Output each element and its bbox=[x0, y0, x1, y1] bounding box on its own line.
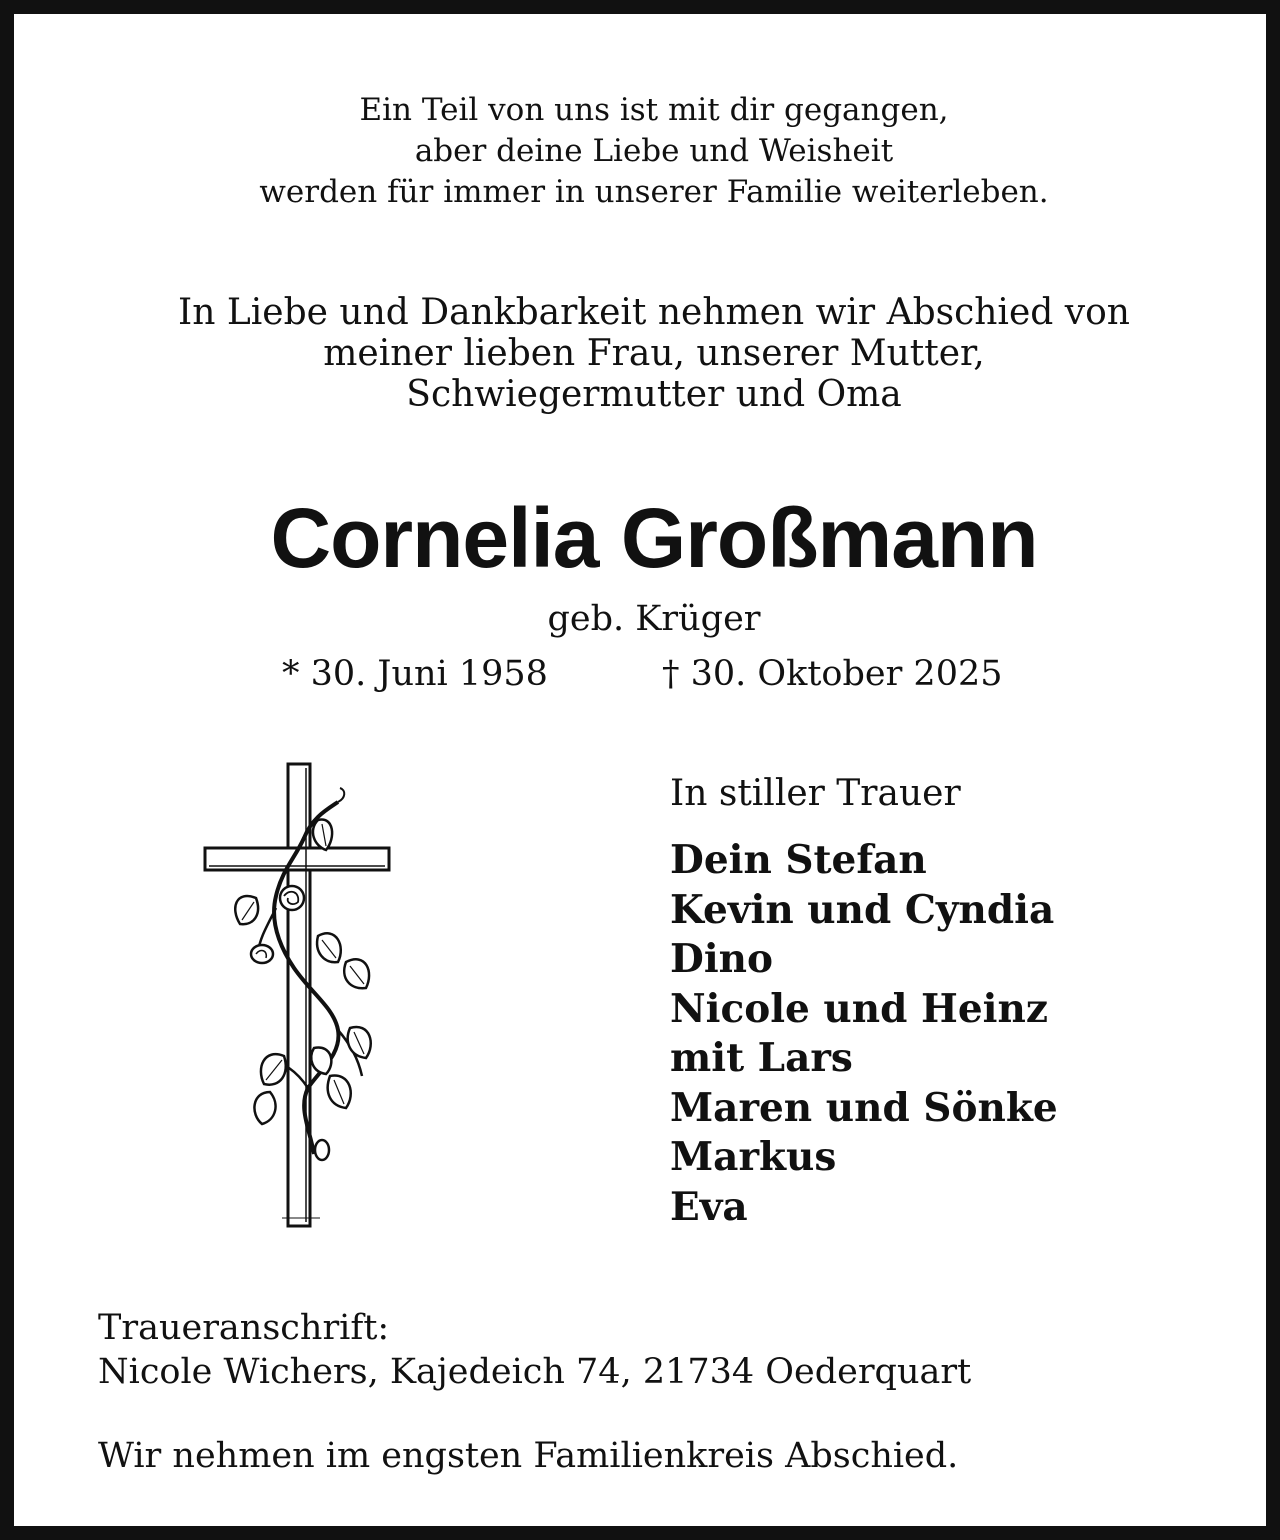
memorial-quote bbox=[14, 90, 1280, 213]
list-item: Dein Stefan bbox=[670, 837, 927, 883]
cross-with-roses-icon bbox=[200, 758, 400, 1234]
death-date: † 30. Oktober 2025 bbox=[662, 654, 1003, 694]
list-item: mit Lars bbox=[670, 1035, 853, 1081]
list-item: Maren und Sönke bbox=[670, 1084, 1058, 1131]
maiden-name: geb. Krüger bbox=[547, 599, 761, 639]
farewell-intro bbox=[14, 292, 1280, 415]
list-item: Nicole und Heinz bbox=[670, 985, 1048, 1032]
birth-date: * 30. Juni 1958 bbox=[282, 654, 548, 694]
intro-line: Schwiegermutter und Oma bbox=[406, 374, 902, 415]
farewell-note: Wir nehmen im engsten Familienkreis Abschied. bbox=[98, 1436, 959, 1476]
list-item: Kevin und Cyndia bbox=[670, 886, 1055, 933]
deceased-name: Cornelia Großmann bbox=[270, 491, 1038, 585]
list-item: Dino bbox=[670, 936, 774, 982]
list-item: Markus bbox=[670, 1134, 837, 1180]
list-item: Eva bbox=[670, 1183, 748, 1230]
mourner-list bbox=[670, 836, 1058, 1232]
address-label: Traueranschrift: bbox=[98, 1308, 390, 1348]
quote-line: Ein Teil von uns ist mit dir gegangen, bbox=[359, 92, 949, 128]
mourning-address: Nicole Wichers, Kajedeich 74, 21734 Oederquart bbox=[98, 1352, 972, 1392]
quote-line: aber deine Liebe und Weisheit bbox=[414, 133, 894, 169]
mourners-heading: In stiller Trauer bbox=[670, 773, 961, 814]
intro-line: meiner lieben Frau, unserer Mutter, bbox=[323, 333, 985, 374]
quote-line: werden für immer in unserer Familie weiterleben. bbox=[259, 174, 1049, 210]
intro-line: In Liebe und Dankbarkeit nehmen wir Abschied von bbox=[178, 292, 1130, 333]
